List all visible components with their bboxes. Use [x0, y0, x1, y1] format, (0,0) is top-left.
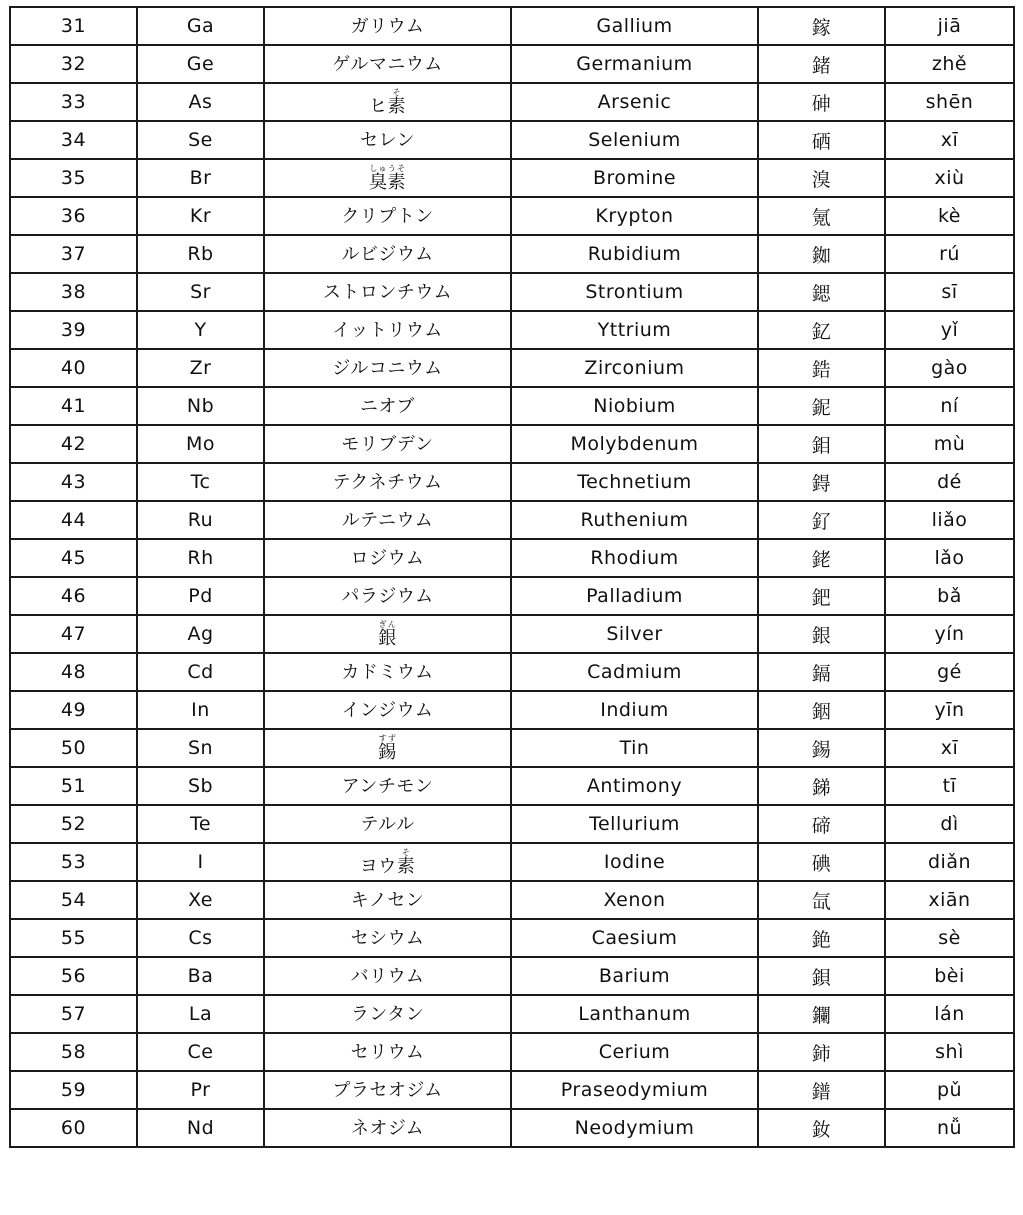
- atomic-number-cell: 37: [10, 235, 137, 273]
- english-name-cell: Xenon: [511, 881, 758, 919]
- english-name-cell: Zirconium: [511, 349, 758, 387]
- english-name-cell: Indium: [511, 691, 758, 729]
- chinese-character-cell: 鋇: [758, 957, 885, 995]
- english-name-cell: Strontium: [511, 273, 758, 311]
- atomic-number-cell: 36: [10, 197, 137, 235]
- pinyin-cell: jiā: [885, 7, 1014, 45]
- table-row: [10, 387, 1014, 425]
- furigana-text: ぎん: [378, 619, 397, 629]
- japanese-name-cell: [264, 1109, 511, 1147]
- chinese-character-cell: 鐠: [758, 1071, 885, 1109]
- japanese-name-cell: [264, 387, 511, 425]
- japanese-name-text: ルビジウム: [341, 244, 434, 265]
- pinyin-cell: sī: [885, 273, 1014, 311]
- chinese-character-cell: 銦: [758, 691, 885, 729]
- element-symbol-cell: Xe: [137, 881, 264, 919]
- japanese-name-text: ランタン: [350, 1004, 425, 1025]
- table-row: [10, 273, 1014, 311]
- english-name-cell: Lanthanum: [511, 995, 758, 1033]
- table-row: [10, 957, 1014, 995]
- chinese-character-cell: 銻: [758, 767, 885, 805]
- japanese-name-text: インジウム: [341, 700, 434, 721]
- pinyin-cell: yín: [885, 615, 1014, 653]
- atomic-number-cell: 55: [10, 919, 137, 957]
- table-row: [10, 1109, 1014, 1147]
- japanese-name-text: [378, 620, 397, 649]
- atomic-number-cell: 33: [10, 83, 137, 121]
- atomic-number-cell: 57: [10, 995, 137, 1033]
- chinese-character-cell: 銠: [758, 539, 885, 577]
- furigana-text: そ: [387, 87, 406, 97]
- japanese-name-cell: [264, 919, 511, 957]
- table-row: [10, 159, 1014, 197]
- english-name-cell: Yttrium: [511, 311, 758, 349]
- english-name-cell: Iodine: [511, 843, 758, 881]
- pinyin-cell: rú: [885, 235, 1014, 273]
- element-symbol-cell: Rh: [137, 539, 264, 577]
- english-name-cell: Silver: [511, 615, 758, 653]
- atomic-number-cell: 59: [10, 1071, 137, 1109]
- japanese-name-text: キノセン: [350, 890, 425, 911]
- table-row: [10, 919, 1014, 957]
- english-name-cell: Barium: [511, 957, 758, 995]
- pinyin-cell: xiān: [885, 881, 1014, 919]
- furigana-ruby: [378, 619, 397, 649]
- ruby-base: 臭素: [369, 171, 406, 193]
- chinese-character-cell: 銣: [758, 235, 885, 273]
- element-symbol-cell: In: [137, 691, 264, 729]
- element-symbol-cell: Rb: [137, 235, 264, 273]
- table-row: [10, 615, 1014, 653]
- atomic-number-cell: 32: [10, 45, 137, 83]
- japanese-name-cell: [264, 7, 511, 45]
- japanese-name-text: ニオブ: [360, 396, 415, 417]
- japanese-name-cell: [264, 197, 511, 235]
- table-row: [10, 425, 1014, 463]
- japanese-name-cell: [264, 425, 511, 463]
- chinese-character-cell: 錫: [758, 729, 885, 767]
- element-symbol-cell: Ba: [137, 957, 264, 995]
- atomic-number-cell: 58: [10, 1033, 137, 1071]
- japanese-name-cell: [264, 577, 511, 615]
- atomic-number-cell: 51: [10, 767, 137, 805]
- chinese-character-cell: 溴: [758, 159, 885, 197]
- element-symbol-cell: Kr: [137, 197, 264, 235]
- japanese-name-text: ヨウ素そ: [359, 847, 416, 877]
- table-row: [10, 1033, 1014, 1071]
- pinyin-cell: diǎn: [885, 843, 1014, 881]
- pinyin-cell: gé: [885, 653, 1014, 691]
- english-name-cell: Krypton: [511, 197, 758, 235]
- table-row: [10, 349, 1014, 387]
- pinyin-cell: shì: [885, 1033, 1014, 1071]
- table-row: [10, 235, 1014, 273]
- japanese-name-text: セリウム: [350, 1042, 425, 1063]
- japanese-name-cell: [264, 691, 511, 729]
- english-name-cell: Germanium: [511, 45, 758, 83]
- pinyin-cell: kè: [885, 197, 1014, 235]
- table-row: [10, 7, 1014, 45]
- atomic-number-cell: 56: [10, 957, 137, 995]
- japanese-name-text: ルテニウム: [341, 510, 434, 531]
- japanese-name-text: ジルコニウム: [332, 358, 443, 379]
- table-row: [10, 539, 1014, 577]
- atomic-number-cell: 40: [10, 349, 137, 387]
- japanese-name-text: イットリウム: [332, 320, 443, 341]
- element-symbol-cell: Nd: [137, 1109, 264, 1147]
- element-symbol-cell: Nb: [137, 387, 264, 425]
- english-name-cell: Rhodium: [511, 539, 758, 577]
- japanese-name-cell: [264, 1033, 511, 1071]
- japanese-name-cell: [264, 1071, 511, 1109]
- japanese-name-text: セレン: [359, 130, 416, 151]
- japanese-name-cell: [264, 159, 511, 197]
- atomic-number-cell: 60: [10, 1109, 137, 1147]
- japanese-name-cell: [264, 957, 511, 995]
- pinyin-cell: dì: [885, 805, 1014, 843]
- atomic-number-cell: 54: [10, 881, 137, 919]
- english-name-cell: Bromine: [511, 159, 758, 197]
- table-row: [10, 197, 1014, 235]
- japanese-name-text: テルル: [360, 814, 415, 835]
- table-row: [10, 463, 1014, 501]
- japanese-name-text: バリウム: [350, 966, 425, 987]
- element-symbol-cell: Ru: [137, 501, 264, 539]
- atomic-number-cell: 49: [10, 691, 137, 729]
- pinyin-cell: liǎo: [885, 501, 1014, 539]
- japanese-name-text: ヒ素そ: [369, 87, 406, 117]
- pinyin-cell: shēn: [885, 83, 1014, 121]
- atomic-number-cell: 45: [10, 539, 137, 577]
- chinese-character-cell: 碘: [758, 843, 885, 881]
- chinese-character-cell: 鍀: [758, 463, 885, 501]
- pinyin-cell: lán: [885, 995, 1014, 1033]
- chinese-character-cell: 氪: [758, 197, 885, 235]
- japanese-name-cell: [264, 539, 511, 577]
- element-symbol-cell: Sb: [137, 767, 264, 805]
- japanese-name-text: モリブデン: [341, 434, 434, 455]
- pinyin-cell: lǎo: [885, 539, 1014, 577]
- element-table-body: [10, 7, 1014, 1147]
- pinyin-cell: ní: [885, 387, 1014, 425]
- ruby-base: 銀: [378, 627, 397, 649]
- japanese-name-cell: [264, 45, 511, 83]
- chinese-character-cell: 鍶: [758, 273, 885, 311]
- japanese-name-text: クリプトン: [341, 206, 434, 227]
- element-symbol-cell: I: [137, 843, 264, 881]
- atomic-number-cell: 39: [10, 311, 137, 349]
- japanese-name-text: ロジウム: [350, 548, 425, 569]
- table-row: [10, 501, 1014, 539]
- atomic-number-cell: 47: [10, 615, 137, 653]
- chinese-character-cell: 鍺: [758, 45, 885, 83]
- chinese-character-cell: 釕: [758, 501, 885, 539]
- chinese-character-cell: 碲: [758, 805, 885, 843]
- furigana-ruby: [369, 163, 406, 193]
- japanese-name-cell: [264, 463, 511, 501]
- japanese-name-cell: [264, 501, 511, 539]
- japanese-name-cell: [264, 843, 511, 881]
- japanese-name-text: プラセオジム: [332, 1080, 443, 1101]
- atomic-number-cell: 52: [10, 805, 137, 843]
- pinyin-cell: nǚ: [885, 1109, 1014, 1147]
- japanese-name-text: アンチモン: [341, 776, 434, 797]
- table-row: [10, 577, 1014, 615]
- japanese-name-text: [369, 164, 406, 193]
- japanese-name-cell: [264, 615, 511, 653]
- table-row: [10, 729, 1014, 767]
- furigana-text: そ: [396, 847, 416, 857]
- english-name-cell: Cadmium: [511, 653, 758, 691]
- pinyin-cell: xiù: [885, 159, 1014, 197]
- furigana-ruby: [378, 733, 397, 763]
- ruby-base: 錫: [378, 741, 397, 763]
- pinyin-cell: yǐ: [885, 311, 1014, 349]
- table-row: [10, 881, 1014, 919]
- japanese-name-cell: [264, 83, 511, 121]
- element-symbol-cell: Tc: [137, 463, 264, 501]
- japanese-name-cell: [264, 881, 511, 919]
- table-row: [10, 995, 1014, 1033]
- atomic-number-cell: 31: [10, 7, 137, 45]
- english-name-cell: Niobium: [511, 387, 758, 425]
- english-name-cell: Neodymium: [511, 1109, 758, 1147]
- english-name-cell: Molybdenum: [511, 425, 758, 463]
- pinyin-cell: xī: [885, 121, 1014, 159]
- table-row: [10, 83, 1014, 121]
- english-name-cell: Arsenic: [511, 83, 758, 121]
- chinese-character-cell: 硒: [758, 121, 885, 159]
- japanese-name-text: カドミウム: [341, 662, 434, 683]
- japanese-name-cell: [264, 653, 511, 691]
- atomic-number-cell: 53: [10, 843, 137, 881]
- english-name-cell: Antimony: [511, 767, 758, 805]
- english-name-cell: Caesium: [511, 919, 758, 957]
- pinyin-cell: yīn: [885, 691, 1014, 729]
- atomic-number-cell: 34: [10, 121, 137, 159]
- english-name-cell: Technetium: [511, 463, 758, 501]
- english-name-cell: Selenium: [511, 121, 758, 159]
- japanese-name-text: ネオジム: [350, 1118, 425, 1139]
- chinese-character-cell: 氙: [758, 881, 885, 919]
- english-name-cell: Gallium: [511, 7, 758, 45]
- japanese-name-cell: [264, 767, 511, 805]
- pinyin-cell: mù: [885, 425, 1014, 463]
- japanese-name-cell: [264, 121, 511, 159]
- table-row: [10, 691, 1014, 729]
- table-row: [10, 1071, 1014, 1109]
- chinese-character-cell: 鋯: [758, 349, 885, 387]
- element-table: [9, 6, 1015, 1148]
- element-symbol-cell: Y: [137, 311, 264, 349]
- element-symbol-cell: Sr: [137, 273, 264, 311]
- japanese-name-text: セシウム: [350, 928, 425, 949]
- chinese-character-cell: 鈮: [758, 387, 885, 425]
- english-name-cell: Rubidium: [511, 235, 758, 273]
- japanese-name-text: [378, 734, 397, 763]
- furigana-text: すず: [378, 733, 397, 743]
- element-symbol-cell: Ag: [137, 615, 264, 653]
- atomic-number-cell: 43: [10, 463, 137, 501]
- atomic-number-cell: 50: [10, 729, 137, 767]
- japanese-name-text: テクネチウム: [332, 472, 443, 493]
- furigana-ruby: [396, 847, 416, 877]
- english-name-cell: Tin: [511, 729, 758, 767]
- element-symbol-cell: Br: [137, 159, 264, 197]
- element-symbol-cell: Zr: [137, 349, 264, 387]
- english-name-cell: Tellurium: [511, 805, 758, 843]
- table-row: [10, 311, 1014, 349]
- table-row: [10, 843, 1014, 881]
- element-symbol-cell: Mo: [137, 425, 264, 463]
- japanese-name-text: ストロンチウム: [322, 282, 453, 303]
- pinyin-cell: pǔ: [885, 1071, 1014, 1109]
- japanese-name-text: ガリウム: [350, 16, 425, 37]
- chinese-character-cell: 銀: [758, 615, 885, 653]
- table-row: [10, 767, 1014, 805]
- atomic-number-cell: 48: [10, 653, 137, 691]
- pinyin-cell: gào: [885, 349, 1014, 387]
- table-row: [10, 121, 1014, 159]
- atomic-number-cell: 38: [10, 273, 137, 311]
- element-symbol-cell: La: [137, 995, 264, 1033]
- ruby-base: 素: [396, 855, 416, 877]
- atomic-number-cell: 35: [10, 159, 137, 197]
- japanese-name-cell: [264, 235, 511, 273]
- japanese-name-cell: [264, 311, 511, 349]
- pinyin-cell: zhě: [885, 45, 1014, 83]
- element-symbol-cell: Cs: [137, 919, 264, 957]
- pinyin-cell: bǎ: [885, 577, 1014, 615]
- english-name-cell: Ruthenium: [511, 501, 758, 539]
- chinese-character-cell: 釹: [758, 1109, 885, 1147]
- element-symbol-cell: Pr: [137, 1071, 264, 1109]
- element-symbol-cell: Pd: [137, 577, 264, 615]
- chinese-character-cell: 鑭: [758, 995, 885, 1033]
- japanese-name-text: パラジウム: [341, 586, 434, 607]
- chinese-character-cell: 鎘: [758, 653, 885, 691]
- chinese-character-cell: 鈀: [758, 577, 885, 615]
- table-row: [10, 653, 1014, 691]
- element-symbol-cell: Sn: [137, 729, 264, 767]
- chinese-character-cell: 砷: [758, 83, 885, 121]
- japanese-name-cell: [264, 805, 511, 843]
- chinese-character-cell: 釔: [758, 311, 885, 349]
- japanese-name-cell: [264, 729, 511, 767]
- pinyin-cell: tī: [885, 767, 1014, 805]
- element-symbol-cell: As: [137, 83, 264, 121]
- japanese-name-cell: [264, 273, 511, 311]
- atomic-number-cell: 44: [10, 501, 137, 539]
- atomic-number-cell: 46: [10, 577, 137, 615]
- english-name-cell: Cerium: [511, 1033, 758, 1071]
- furigana-text: しゅうそ: [369, 163, 406, 173]
- table-row: [10, 805, 1014, 843]
- english-name-cell: Palladium: [511, 577, 758, 615]
- english-name-cell: Praseodymium: [511, 1071, 758, 1109]
- element-symbol-cell: Ge: [137, 45, 264, 83]
- element-symbol-cell: Ce: [137, 1033, 264, 1071]
- chinese-character-cell: 銫: [758, 919, 885, 957]
- element-symbol-cell: Te: [137, 805, 264, 843]
- japanese-name-cell: [264, 349, 511, 387]
- ruby-base: 素: [387, 95, 406, 117]
- element-symbol-cell: Cd: [137, 653, 264, 691]
- table-row: [10, 45, 1014, 83]
- pinyin-cell: sè: [885, 919, 1014, 957]
- atomic-number-cell: 41: [10, 387, 137, 425]
- pinyin-cell: bèi: [885, 957, 1014, 995]
- element-symbol-cell: Ga: [137, 7, 264, 45]
- japanese-name-cell: [264, 995, 511, 1033]
- atomic-number-cell: 42: [10, 425, 137, 463]
- pinyin-cell: xī: [885, 729, 1014, 767]
- pinyin-cell: dé: [885, 463, 1014, 501]
- chinese-character-cell: 鉬: [758, 425, 885, 463]
- chinese-character-cell: 鎵: [758, 7, 885, 45]
- element-symbol-cell: Se: [137, 121, 264, 159]
- japanese-name-text: ゲルマニウム: [332, 54, 443, 75]
- chinese-character-cell: 鈰: [758, 1033, 885, 1071]
